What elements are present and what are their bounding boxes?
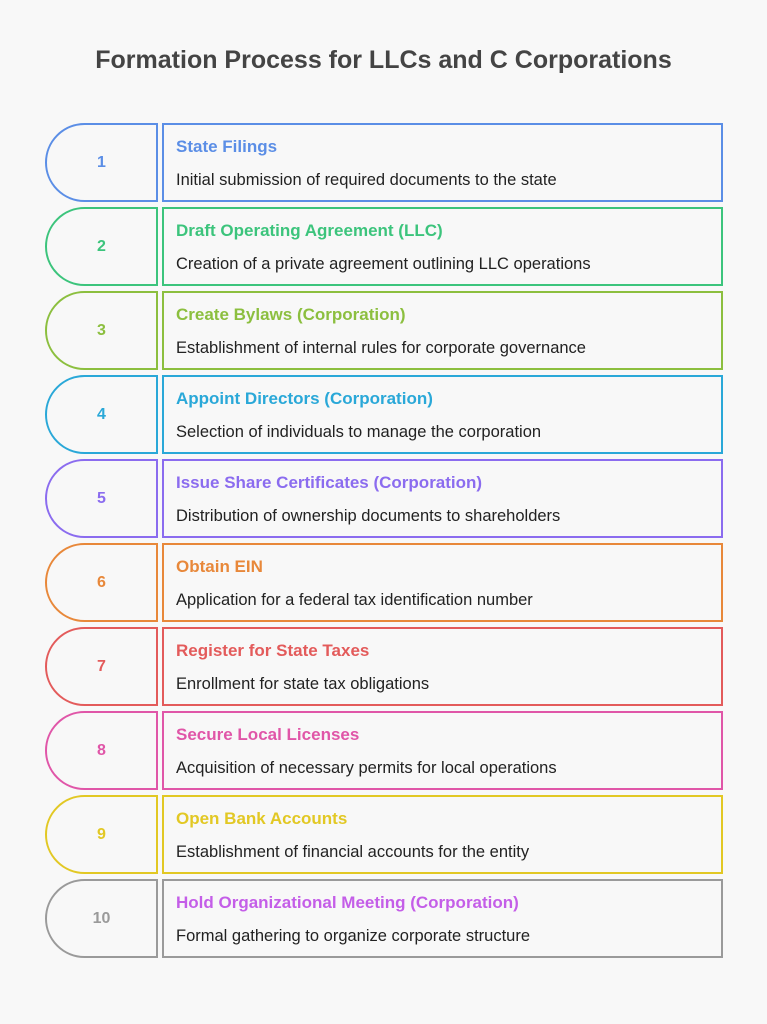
step-row — [45, 627, 723, 706]
step-title: Hold Organizational Meeting (Corporation) — [176, 893, 519, 912]
step-row — [45, 711, 723, 790]
step-row — [45, 291, 723, 370]
step-card — [162, 795, 723, 874]
step-card — [162, 711, 723, 790]
step-row — [45, 123, 723, 202]
step-row — [45, 879, 723, 958]
step-description: Acquisition of necessary permits for local operations — [176, 759, 557, 777]
step-title: Create Bylaws (Corporation) — [176, 305, 406, 324]
step-title: Obtain EIN — [176, 557, 263, 576]
step-card — [162, 207, 723, 286]
step-number-badge: 6 — [45, 543, 158, 622]
step-description: Selection of individuals to manage the corporation — [176, 423, 542, 441]
step-number-badge: 4 — [45, 375, 158, 454]
step-number-badge: 1 — [45, 123, 158, 202]
step-description: Distribution of ownership documents to shareholders — [176, 507, 561, 525]
step-number-badge: 7 — [45, 627, 158, 706]
step-card — [162, 291, 723, 370]
step-row — [45, 543, 723, 622]
step-card — [162, 123, 723, 202]
step-title: Secure Local Licenses — [176, 725, 360, 744]
step-description: Enrollment for state tax obligations — [176, 675, 430, 693]
step-card — [162, 543, 723, 622]
step-title: Register for State Taxes — [176, 641, 370, 660]
step-card — [162, 879, 723, 958]
step-description: Formal gathering to organize corporate structure — [176, 927, 531, 945]
step-row — [45, 207, 723, 286]
step-description: Establishment of internal rules for corporate governance — [176, 339, 586, 357]
step-row — [45, 459, 723, 538]
step-row — [45, 795, 723, 874]
step-title: Appoint Directors (Corporation) — [176, 389, 433, 408]
page-title: Formation Process for LLCs and C Corporations — [95, 46, 672, 74]
step-number-badge: 9 — [45, 795, 158, 874]
step-number-badge: 8 — [45, 711, 158, 790]
step-card — [162, 459, 723, 538]
step-title: State Filings — [176, 137, 278, 156]
step-number-badge: 10 — [45, 879, 158, 958]
step-description: Initial submission of required documents to the state — [176, 171, 557, 189]
step-number-badge: 5 — [45, 459, 158, 538]
step-card — [162, 375, 723, 454]
step-title: Draft Operating Agreement (LLC) — [176, 221, 443, 240]
step-card — [162, 627, 723, 706]
step-number-badge: 2 — [45, 207, 158, 286]
step-description: Establishment of financial accounts for the entity — [176, 843, 530, 861]
step-description: Application for a federal tax identification number — [176, 591, 533, 609]
step-title: Issue Share Certificates (Corporation) — [176, 473, 483, 492]
step-number-badge: 3 — [45, 291, 158, 370]
step-row — [45, 375, 723, 454]
step-title: Open Bank Accounts — [176, 809, 348, 828]
step-description: Creation of a private agreement outlining LLC operations — [176, 255, 591, 273]
